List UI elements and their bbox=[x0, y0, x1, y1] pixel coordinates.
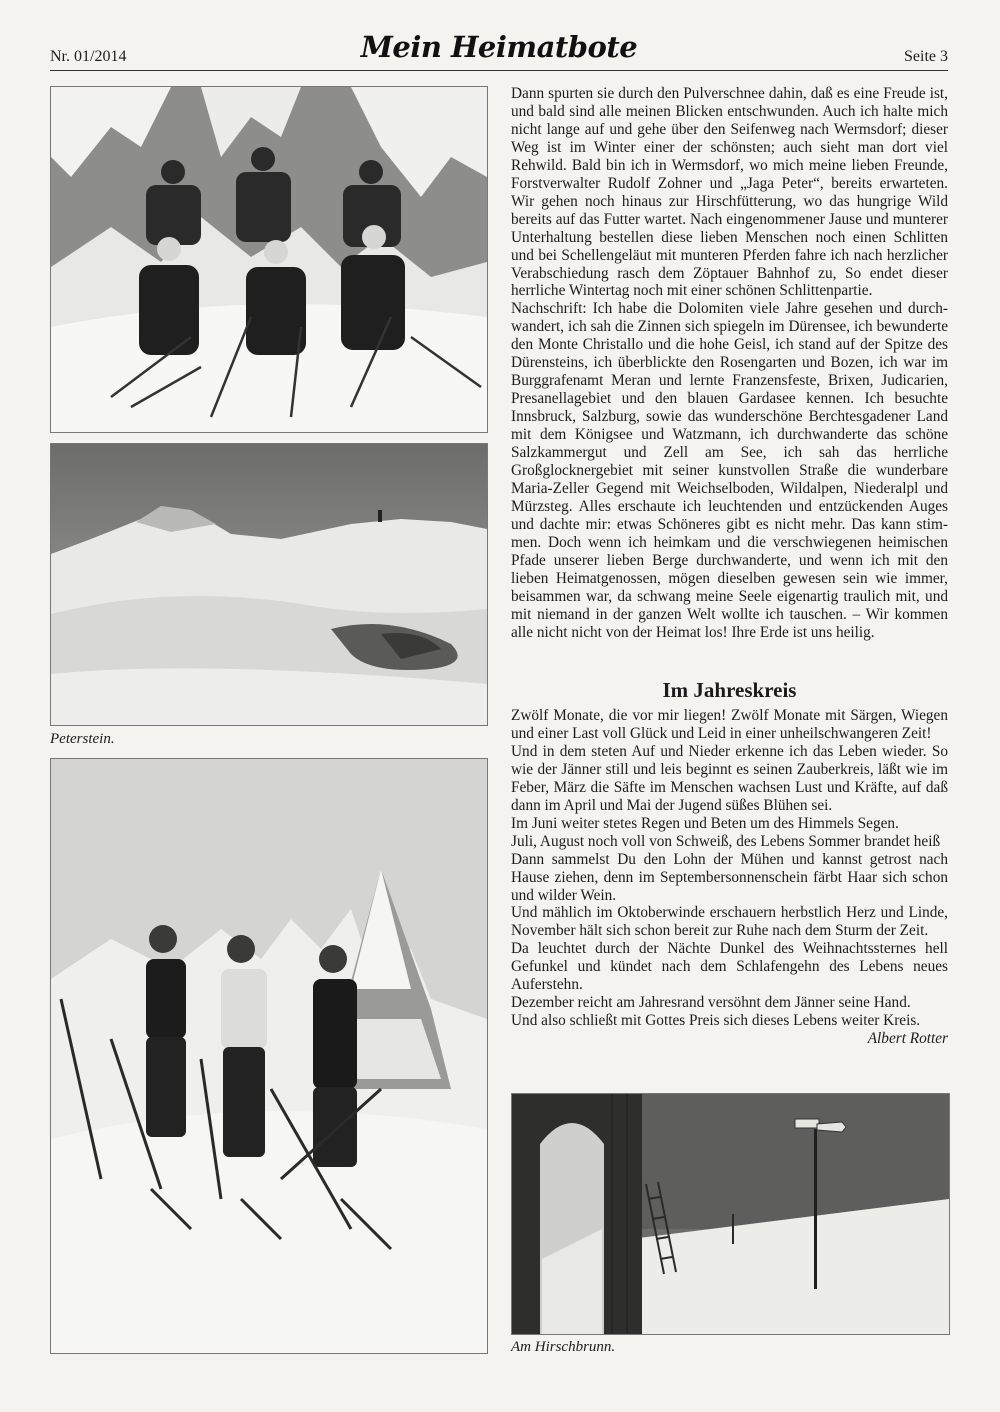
photo-skiers-group bbox=[50, 86, 488, 433]
header-rule bbox=[50, 70, 948, 71]
photo-peterstein bbox=[50, 443, 488, 726]
poem-line: Zwölf Monate, die vor mir liegen! Zwölf Monate mit Särgen, Wiegen und einer Last voll Glück und Leid in einer unheilschwangeren Zeit! bbox=[511, 707, 948, 742]
poem-line: Dezember reicht am Jahresrand versöhnt dem Jänner seine Hand. bbox=[511, 994, 911, 1012]
photo-three-women bbox=[50, 758, 488, 1354]
caption-hirschbrunn: Am Hirschbrunn. bbox=[511, 1339, 616, 1355]
page-number: Seite 3 bbox=[904, 48, 948, 65]
poem-body bbox=[511, 707, 948, 1048]
hirschbrunn-image bbox=[512, 1094, 949, 1334]
poem-line: Und in dem steten Auf und Nieder erkenne ich das Leben wieder. So wie der Jänner still und leis beginnt es seinen Zauberkreis, läßt wie im Feber, März die Säfte im Menschen wachsen Lust und Kräfte, auf daß dann im April und Mai der Jugend süßes Blühen sei. bbox=[511, 742, 948, 814]
masthead-title: Mein Heimatbote bbox=[360, 30, 638, 64]
skiers-group-image bbox=[51, 87, 487, 432]
poem-author: Albert Rotter bbox=[867, 1030, 948, 1048]
page-header bbox=[50, 30, 948, 70]
article-paragraph-1: Dann spurten sie durch den Pulverschnee dahin, daß es eine Freude ist, und bald sind alle meinen Blicken entschwunden. Auch ich halte mich nicht lange auf und gehe über den Seifenweg nach Wermsdorf; dieser Weg ist im Winter einer der schönsten; auch sieht man dort viel Rehwild. Bald bin ich in Wermsdorf, wo mich meine lieben Freunde, Forstverwalter Rudolf Zohner und „Jaga Peter“, bereits erwarteten. Wir gehen noch hinaus zur Hirschfütterung, wo das hungrige Wild bereits auf das Futter wartet. Nach eingenommener Jause und munterer Unterhaltung bestellen diese lieben Menschen noch einen Schlitten und bei Schellengeläut mit munteren Pferden fahre ich nach herzlicher Verabschiedung rasch dem Zöptauer Bahnhof zu, So endet dieser herrliche Wintertag noch mit einer schönen Schlittenpartie. bbox=[511, 85, 948, 300]
poem-line: Da leuchtet durch der Nächte Dunkel des Weihnachtssternes hell Gefunkel und kündet nach dem Schlafengehn des Lebens neues Auferstehn. bbox=[511, 940, 948, 994]
poem-title: Im Jahreskreis bbox=[662, 678, 797, 702]
caption-peterstein: Peterstein. bbox=[50, 731, 115, 747]
poem-line: Dann sammelst Du den Lohn der Mühen und kannst getrost nach Hause ziehen, denn im Septembersonnenschein färbt Haar sich schon und wilder Wein. bbox=[511, 850, 948, 904]
poem-line: Im Juni weiter stetes Regen und Beten um des Himmels Segen. bbox=[511, 814, 899, 832]
article-continued bbox=[511, 85, 948, 642]
three-women-image bbox=[51, 759, 487, 1353]
photo-hirschbrunn bbox=[511, 1093, 950, 1335]
poem-line: Und also schließt mit Gottes Preis sich dieses Lebens weiter Kreis. bbox=[511, 1012, 921, 1030]
poem-line: Juli, August noch voll von Schweiß, des Lebens Sommer brandet heiß bbox=[511, 832, 941, 850]
issue-number: Nr. 01/2014 bbox=[50, 48, 127, 65]
article-paragraph-2: Nachschrift: Ich habe die Dolomiten viele Jahre gesehen und durchwandert, ich sah die Zinnen sich spiegeln im Dürensee, ich bewunderte den Monte Christallo und die hohe Geisl, ich stand auf der Spitze des Dürensteins, ich überblickte den Rosengarten und Bozen, ich war im Burggrafenamt Meran und lernte Franzensfeste, Brixen, Judicarien, Presanellagebiet und den blauen Gardasee kennen. Ich besuchte Innsbruck, Salzburg, sowie das wunderschöne Berchtesgadener Land mit dem Königsee und Watzmann, ich durchwanderte das schöne Salzkammergut und Zell am See, ich sah das herrliche Großglocknergebiet mit seiner kunstvollen Straße die wunderbare Maria-Zeller Gegend mit Weichselboden, Wildalpen, Niederalpl und Mürzsteg. Alles erschaute ich leuchtenden und entzückenden Auges und dachte mir: etwas Schöneres gibt es nicht mehr. Das kann stimmen. Doch wenn ich heimkam und die verschwiegenen heimischen Pfade unserer lieben Berge durchwanderte, und wenn ich mit den lieben Heimatgenossen, mögen dieselben gewesen sein wie immer, beisammen war, da schwang meine Seele eigenartig traulich mit, und mit niemand in der ganzen Welt wollte ich tauschen. – Wir kommen alle nicht nicht von der Heimat los! Ihre Erde ist uns heilig. bbox=[511, 300, 948, 641]
peterstein-image bbox=[51, 444, 487, 725]
poem-line: Und mählich im Oktoberwinde erschauern herbstlich Herz und Linde, November hält sich schon bereit zur Ruhe nach dem Sturm der Zeit. bbox=[511, 904, 948, 940]
